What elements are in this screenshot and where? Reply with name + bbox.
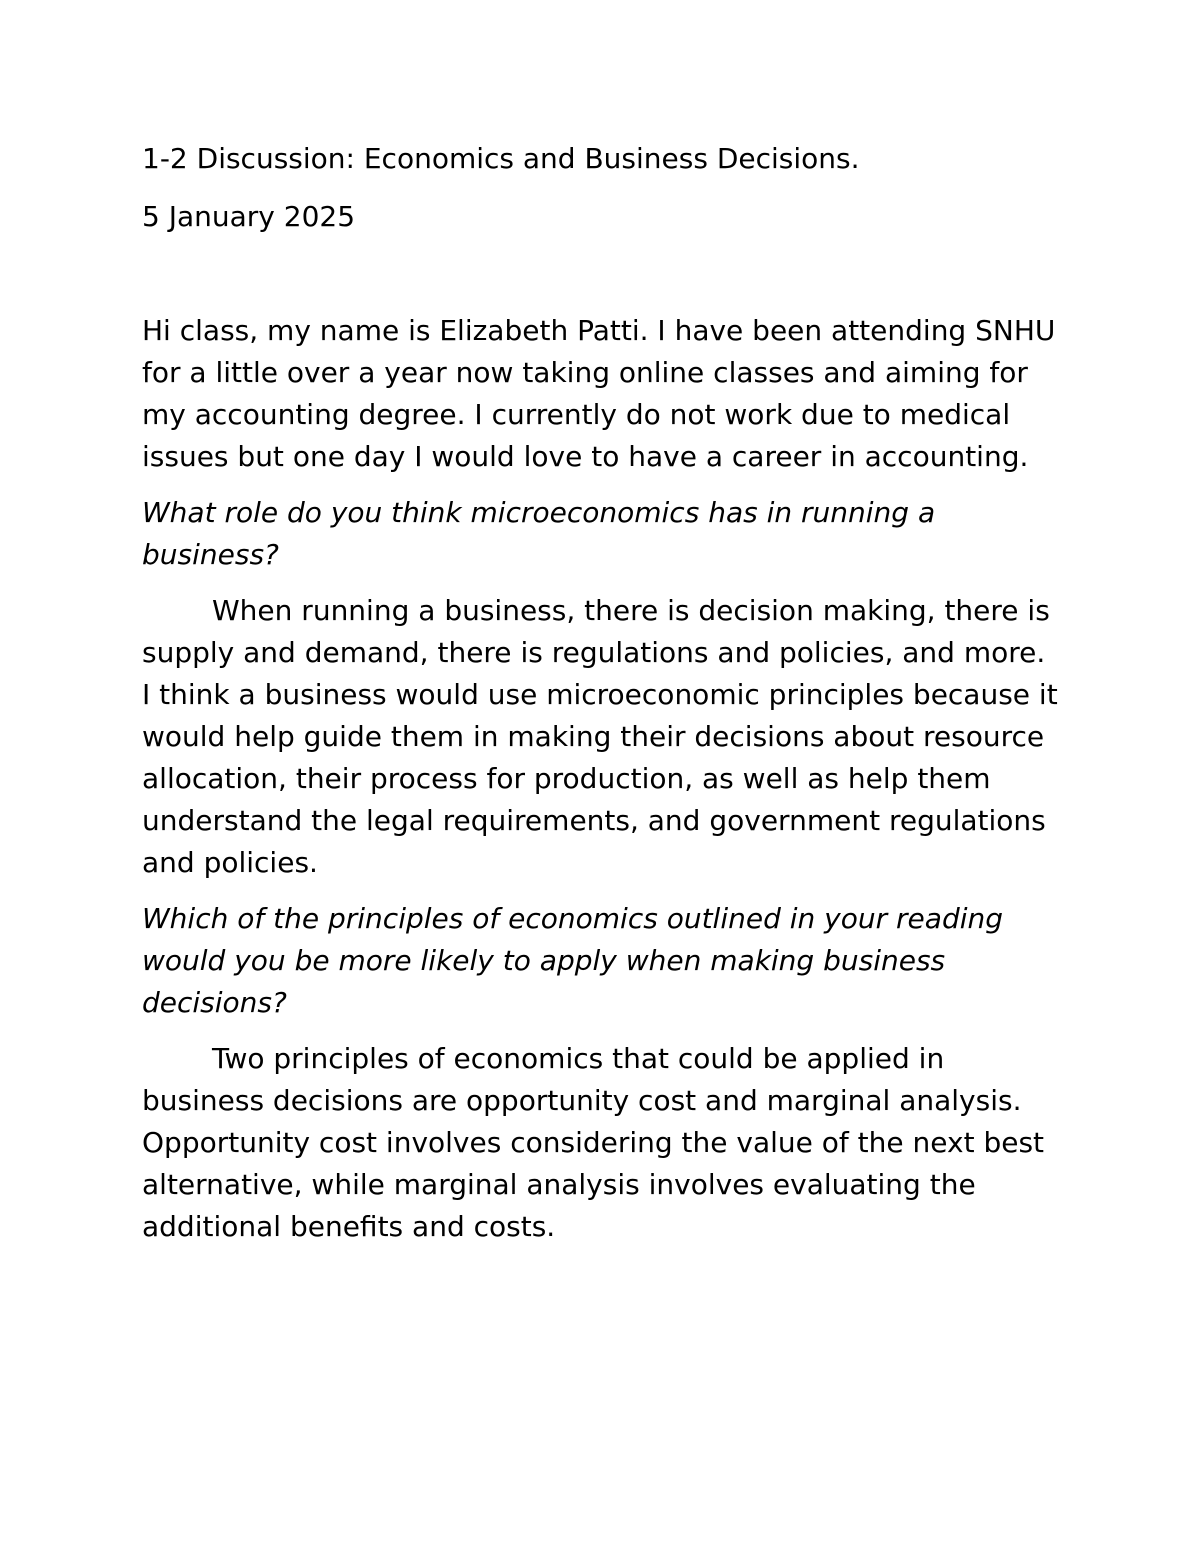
document-title: 1-2 Discussion: Economics and Business Decisions. xyxy=(142,142,860,175)
intro-paragraph: Hi class, my name is Elizabeth Patti. I have been attending SNHU for a little over a year now taking online classes and aiming for my accounting degree. I currently do not work due to medical issues but one day I would love to have a career in accounting. xyxy=(142,314,1056,473)
document-date: 5 January 2025 xyxy=(142,200,356,233)
question-1: What role do you think microeconomics has in running a business? xyxy=(142,496,936,571)
question-2: Which of the principles of economics outlined in your reading would you be more likely to apply when making business decisions? xyxy=(142,902,1004,1019)
answer-1-paragraph: When running a business, there is decision making, there is supply and demand, there is regulations and policies, and more. I think a business would use microeconomic principles because it would help guide them in making their decisions about resource allocation, their process for production, as well as help them understand the legal requirements, and government regulations and policies. xyxy=(142,594,1058,879)
answer-2-paragraph: Two principles of economics that could be applied in business decisions are opportunity cost and marginal analysis. Opportunity cost involves considering the value of the next best alternative, while marginal analysis involves evaluating the additional benefits and costs. xyxy=(142,1042,1045,1243)
document-body xyxy=(142,138,1062,1262)
